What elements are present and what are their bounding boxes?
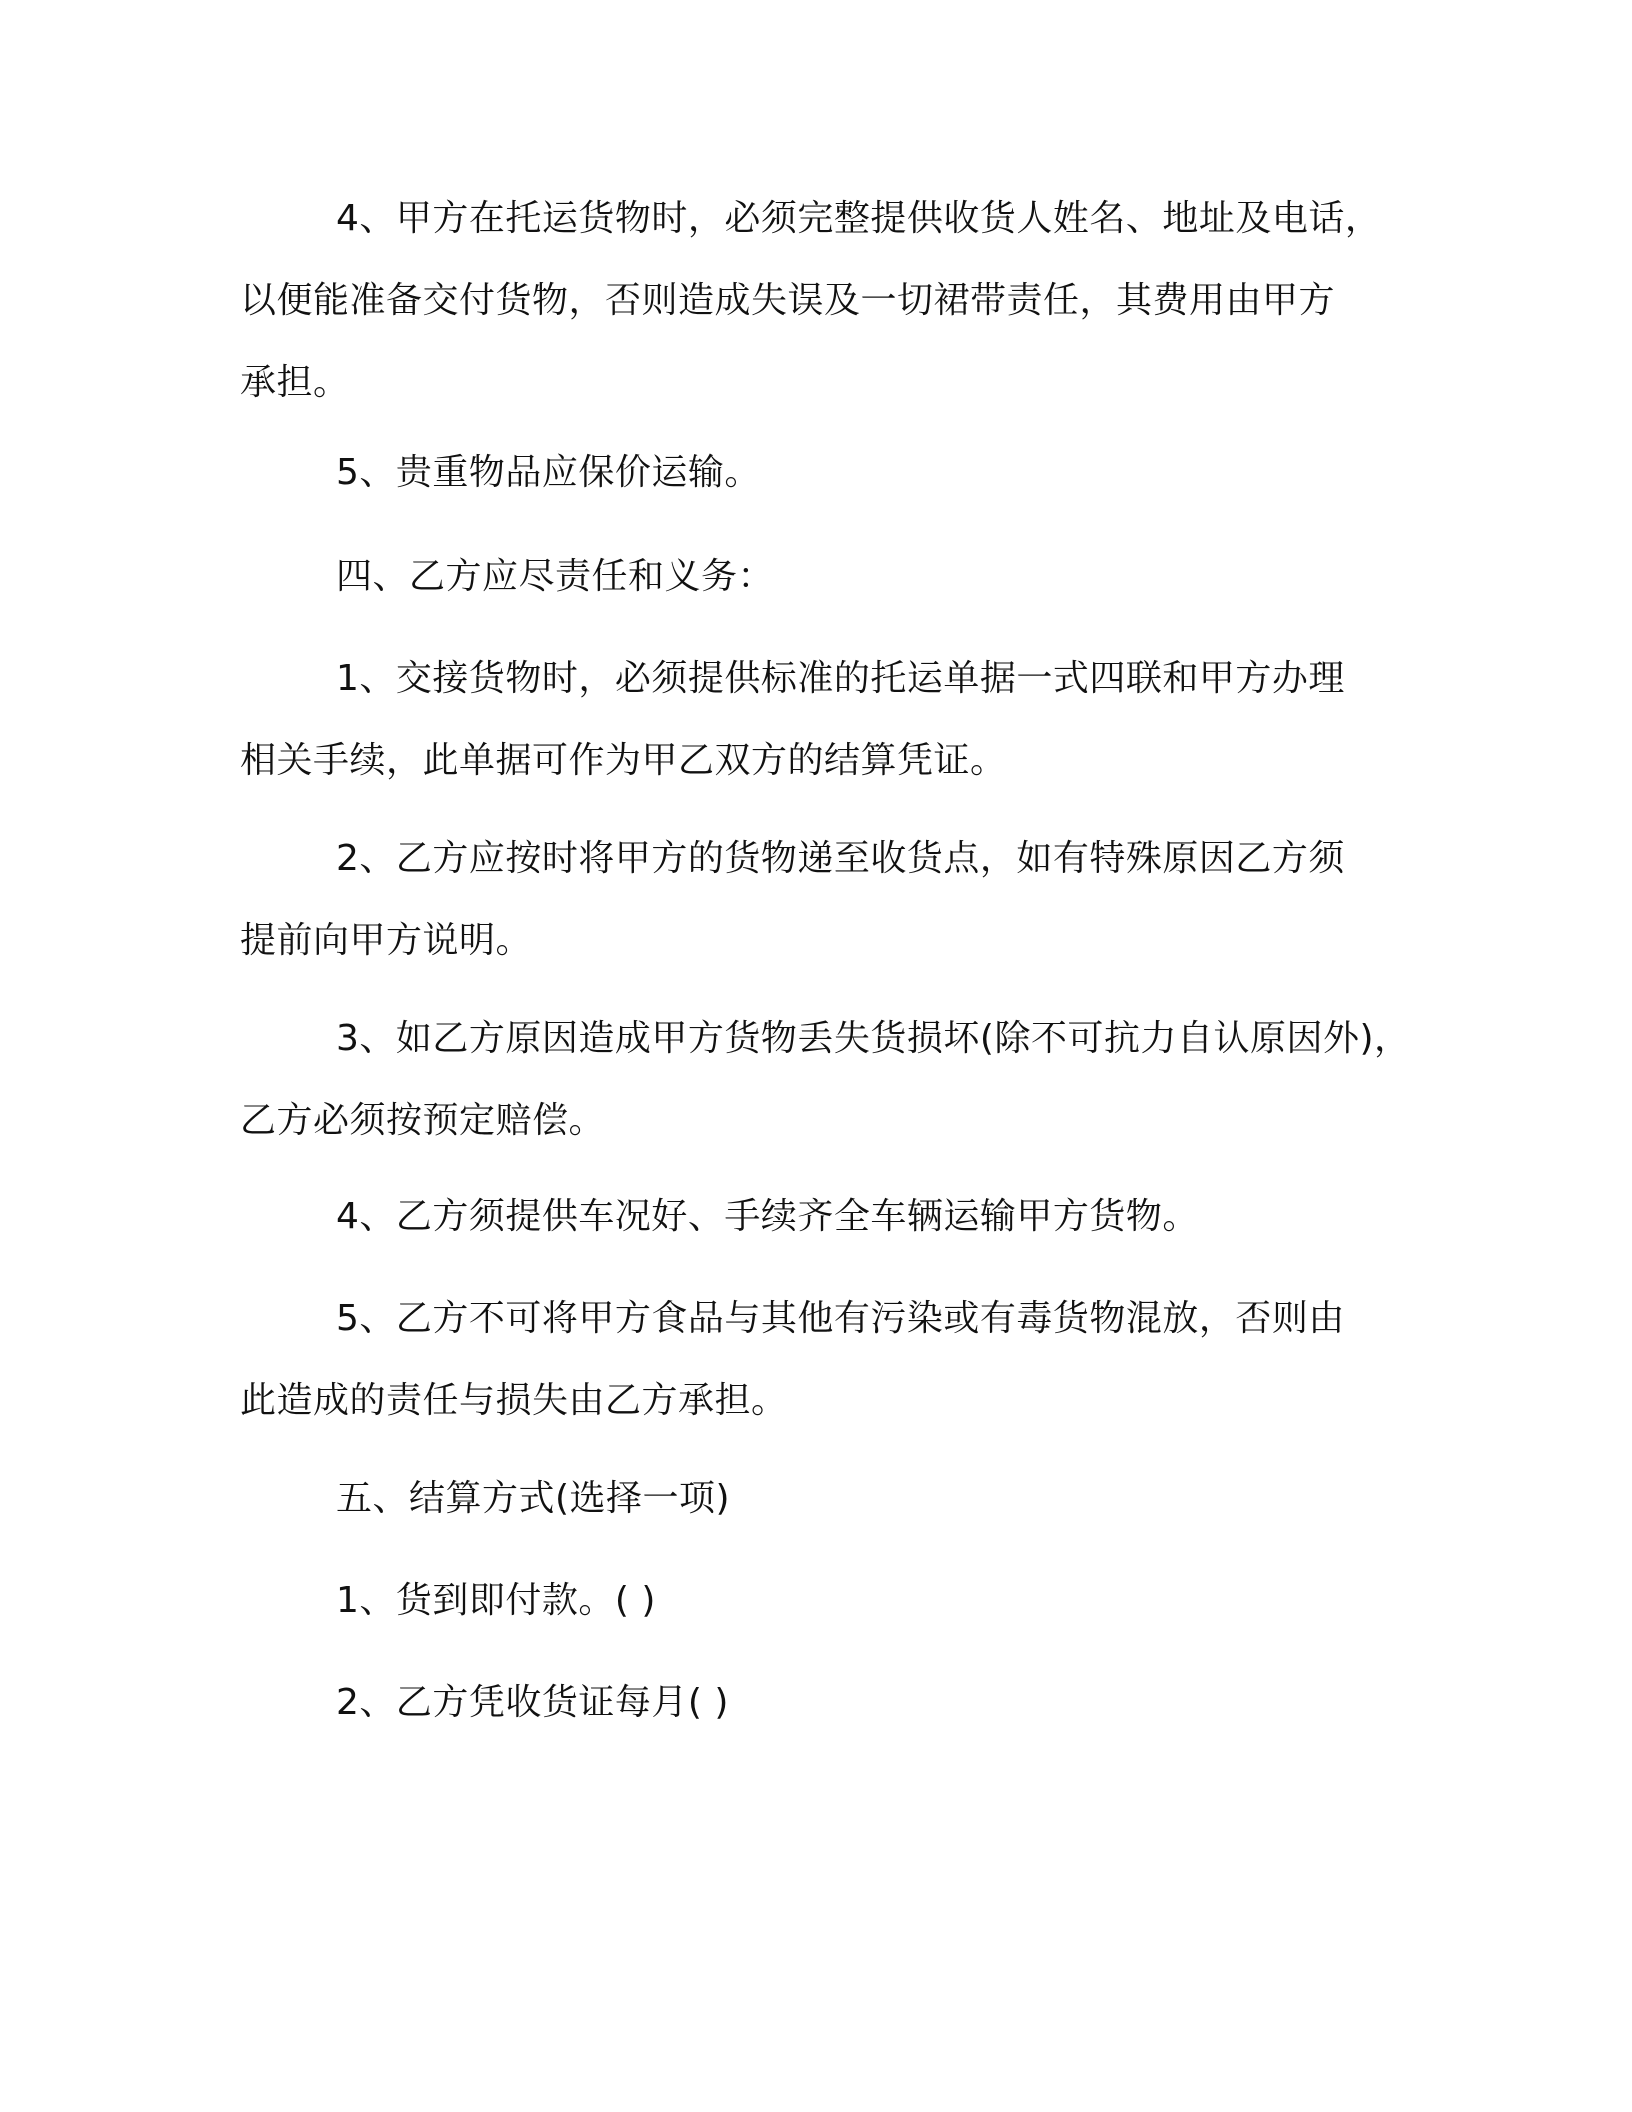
text-line: 提前向甲方说明。: [240, 920, 533, 961]
text-line: 5、乙方不可将甲方食品与其他有污染或有毒货物混放，否则由: [336, 1298, 1345, 1339]
text-line: 4、乙方须提供车况好、手续齐全车辆运输甲方货物。: [336, 1196, 1199, 1237]
paragraph-vehicle-condition: [240, 1176, 1415, 1258]
text-line: 2、乙方凭收货证每月( ): [336, 1682, 729, 1723]
section-heading-settlement-method: [240, 1458, 1415, 1540]
paragraph-handover-documents: [240, 638, 1415, 802]
text-line: 3、如乙方原因造成甲方货物丢失货损坏(除不可抗力自认原因外)，: [336, 1018, 1411, 1059]
paragraph-shipper-contact-info: [240, 178, 1415, 424]
text-line: 四、乙方应尽责任和义务：: [336, 556, 775, 597]
text-line: 2、乙方应按时将甲方的货物递至收货点，如有特殊原因乙方须: [336, 838, 1345, 879]
paragraph-valuables-insurance: [240, 432, 1415, 514]
text-line: 此造成的责任与损失由乙方承担。: [240, 1380, 788, 1421]
text-line: 4、甲方在托运货物时，必须完整提供收货人姓名、地址及电话，: [336, 198, 1382, 239]
text-line: 以便能准备交付货物，否则造成失误及一切裙带责任，其费用由甲方: [240, 280, 1336, 321]
option-pay-on-delivery: [240, 1560, 1415, 1642]
option-monthly-settlement: [240, 1662, 1415, 1744]
text-line: 1、货到即付款。( ): [336, 1580, 656, 1621]
text-line: 1、交接货物时，必须提供标准的托运单据一式四联和甲方办理: [336, 658, 1345, 699]
paragraph-loss-compensation: [240, 998, 1415, 1162]
paragraph-no-contamination: [240, 1278, 1415, 1442]
text-line: 承担。: [240, 362, 350, 403]
text-line: 相关手续，此单据可作为甲乙双方的结算凭证。: [240, 740, 1007, 781]
text-line: 乙方必须按预定赔偿。: [240, 1100, 606, 1141]
text-line: 五、结算方式(选择一项): [336, 1478, 731, 1519]
section-heading-party-b-duties: [240, 536, 1415, 618]
text-line: 5、贵重物品应保价运输。: [336, 452, 761, 493]
paragraph-on-time-delivery: [240, 818, 1415, 982]
